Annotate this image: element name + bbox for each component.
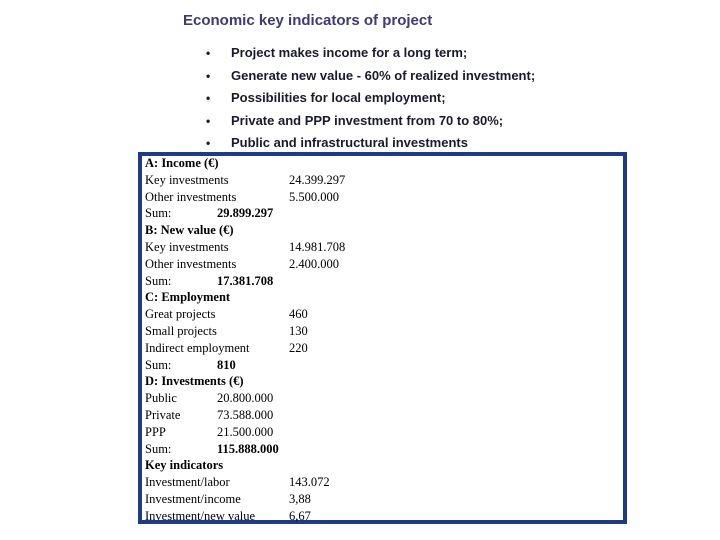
bullet-icon: • — [206, 68, 211, 83]
bullet-list — [206, 42, 535, 155]
bullet-icon: • — [206, 136, 211, 150]
bullet-item — [206, 110, 535, 133]
bullet-item — [206, 65, 535, 88]
bullet-icon: • — [206, 91, 211, 105]
bullet-text: Private and PPP investment from 70 to 80%; — [231, 112, 504, 128]
bullet-text: Project makes income for a long term; — [231, 45, 468, 60]
bullet-text: Public and infrastructural investments — [231, 135, 468, 150]
bullet-icon: • — [206, 113, 211, 128]
bullet-item — [206, 87, 535, 110]
bullet-icon: • — [206, 46, 211, 60]
bullet-item — [206, 42, 535, 65]
bullet-text: Generate new value - 60% of realized investment; — [231, 67, 536, 83]
bullet-text: Possibilities for local employment; — [231, 90, 446, 105]
slide-title: Economic key indicators of project — [183, 12, 433, 29]
